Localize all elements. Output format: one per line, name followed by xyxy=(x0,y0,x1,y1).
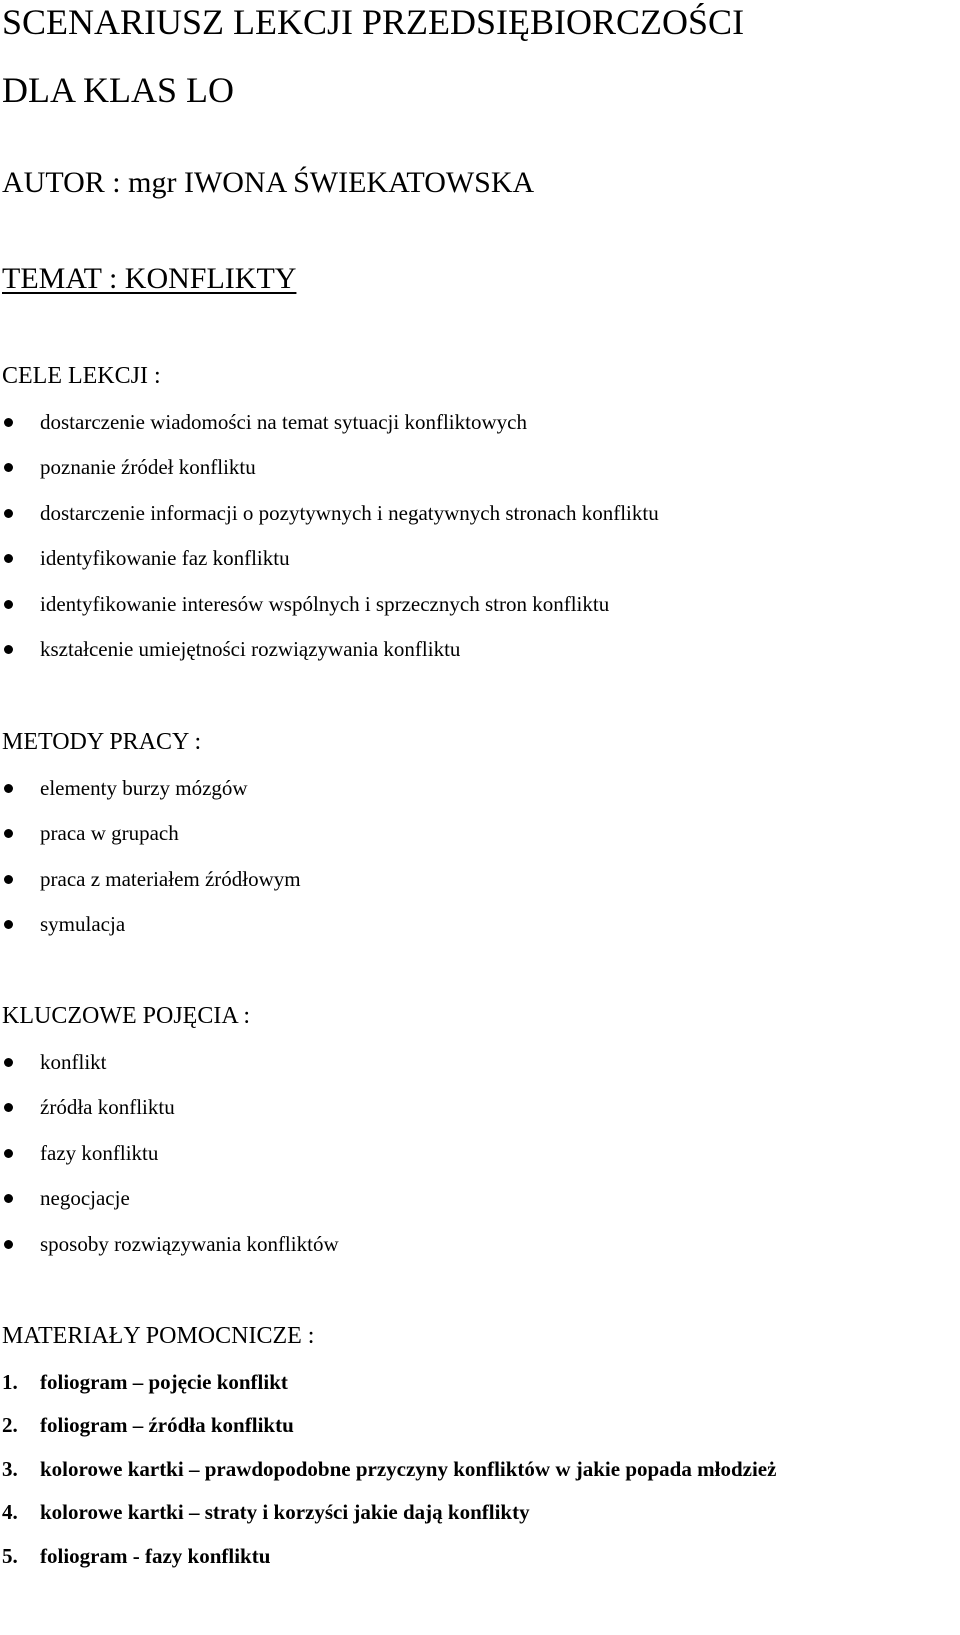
list-item xyxy=(0,1457,776,1481)
goals-list xyxy=(0,410,659,661)
list-item-text: praca w grupach xyxy=(40,821,179,845)
bullet-icon xyxy=(4,1194,13,1203)
list-item xyxy=(0,410,659,434)
list-item-number: 4. xyxy=(2,1500,18,1524)
bullet-icon xyxy=(4,418,13,427)
list-item-text: dostarczenie wiadomości na temat sytuacji konfliktowych xyxy=(40,410,527,434)
list-item xyxy=(0,1544,776,1568)
bullet-icon xyxy=(4,784,13,793)
bullet-icon xyxy=(4,463,13,472)
list-item-text: fazy konfliktu xyxy=(40,1141,159,1165)
list-item xyxy=(0,1232,339,1256)
list-item-number: 3. xyxy=(2,1457,18,1481)
list-item xyxy=(0,1050,339,1074)
list-item xyxy=(0,546,659,570)
list-item xyxy=(0,501,659,525)
list-item-number: 2. xyxy=(2,1413,18,1437)
list-item-text: kształcenie umiejętności rozwiązywania konfliktu xyxy=(40,637,461,661)
bullet-icon xyxy=(4,1149,13,1158)
bullet-icon xyxy=(4,509,13,518)
document-title-line-1: SCENARIUSZ LEKCJI PRZEDSIĘBIORCZOŚCI xyxy=(2,2,745,42)
bullet-icon xyxy=(4,875,13,884)
list-item-text: identyfikowanie faz konfliktu xyxy=(40,546,290,570)
list-item xyxy=(0,912,301,936)
list-item-text: foliogram - fazy konfliktu xyxy=(40,1544,271,1568)
bullet-icon xyxy=(4,600,13,609)
topic-line: TEMAT : KONFLIKTY xyxy=(2,262,297,295)
list-item-text: identyfikowanie interesów wspólnych i sprzecznych stron konfliktu xyxy=(40,592,610,616)
list-item-text: symulacja xyxy=(40,912,126,936)
list-item-text: sposoby rozwiązywania konfliktów xyxy=(40,1232,339,1256)
list-item xyxy=(0,776,301,800)
bullet-icon xyxy=(4,829,13,838)
list-item-text: elementy burzy mózgów xyxy=(40,776,248,800)
methods-heading: METODY PRACY : xyxy=(2,729,202,755)
list-item-text: dostarczenie informacji o pozytywnych i negatywnych stronach konfliktu xyxy=(40,501,659,525)
document-title-line-2: DLA KLAS LO xyxy=(2,70,234,110)
list-item-text: foliogram – pojęcie konflikt xyxy=(40,1370,288,1394)
bullet-icon xyxy=(4,1240,13,1249)
list-item-text: praca z materiałem źródłowym xyxy=(40,867,301,891)
concepts-heading: KLUCZOWE POJĘCIA : xyxy=(2,1003,250,1029)
list-item xyxy=(0,1500,776,1524)
list-item-text: źródła konfliktu xyxy=(40,1095,175,1119)
list-item-text: konflikt xyxy=(40,1050,107,1074)
concepts-list xyxy=(0,1050,339,1256)
list-item xyxy=(0,1095,339,1119)
list-item-text: foliogram – źródła konfliktu xyxy=(40,1413,294,1437)
list-item xyxy=(0,1186,339,1210)
list-item-text: kolorowe kartki – straty i korzyści jakie dają konflikty xyxy=(40,1500,530,1524)
author-line: AUTOR : mgr IWONA ŚWIEKATOWSKA xyxy=(2,166,535,199)
materials-heading: MATERIAŁY POMOCNICZE : xyxy=(2,1323,315,1349)
list-item-text: poznanie źródeł konfliktu xyxy=(40,455,256,479)
bullet-icon xyxy=(4,1103,13,1112)
list-item-text: negocjacje xyxy=(40,1186,130,1210)
list-item xyxy=(0,867,301,891)
list-item xyxy=(0,592,659,616)
goals-heading: CELE LEKCJI : xyxy=(2,363,161,389)
list-item xyxy=(0,1141,339,1165)
list-item-number: 5. xyxy=(2,1544,18,1568)
list-item xyxy=(0,821,301,845)
bullet-icon xyxy=(4,920,13,929)
bullet-icon xyxy=(4,645,13,654)
bullet-icon xyxy=(4,554,13,563)
materials-list xyxy=(0,1370,776,1568)
list-item xyxy=(0,637,659,661)
methods-list xyxy=(0,776,301,936)
list-item xyxy=(0,1370,776,1394)
list-item-text: kolorowe kartki – prawdopodobne przyczyny konfliktów w jakie popada młodzież xyxy=(40,1457,777,1481)
list-item xyxy=(0,1413,776,1437)
list-item-number: 1. xyxy=(2,1370,18,1394)
bullet-icon xyxy=(4,1058,13,1067)
list-item xyxy=(0,455,659,479)
